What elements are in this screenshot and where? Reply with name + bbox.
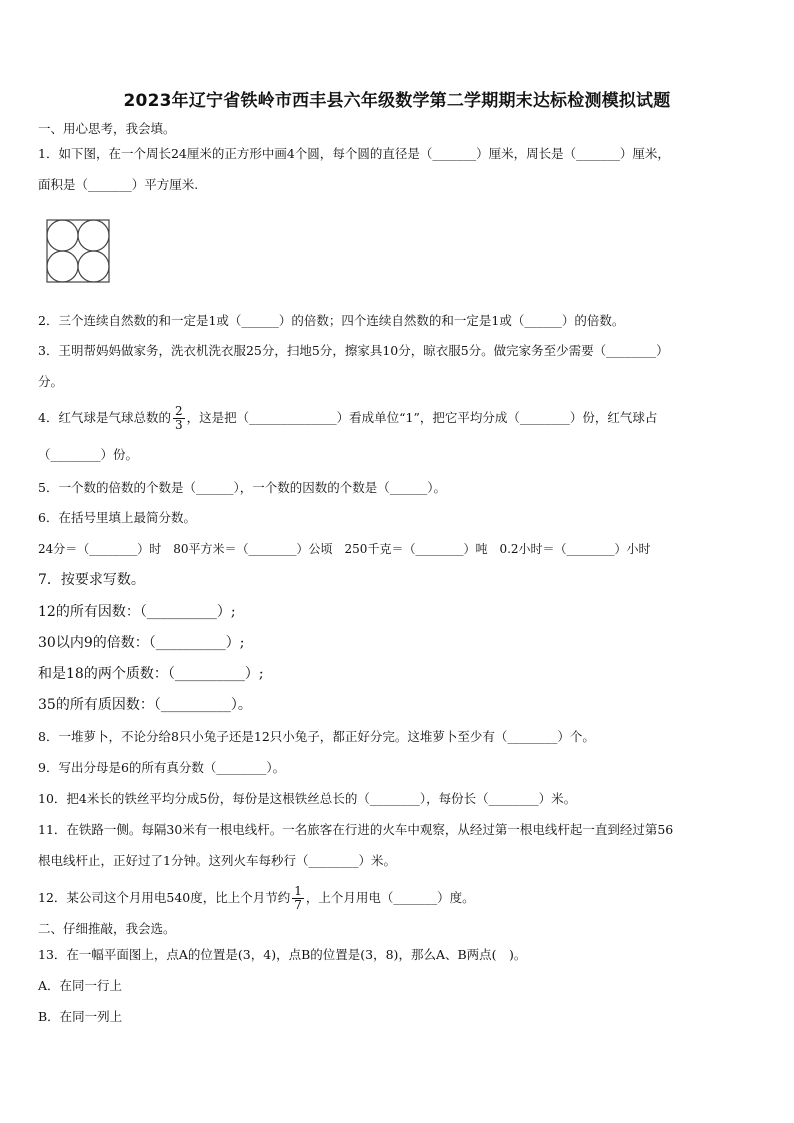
question-7-line-2: 12的所有因数：（__________）; xyxy=(38,604,236,620)
question-10: 10．把4米长的铁丝平均分成5份，每份是这根铁丝总长的（________），每份长（________）米。 xyxy=(38,791,577,806)
question-9: 9．写出分母是6的所有真分数（________）。 xyxy=(38,760,286,775)
question-8: 8．一堆萝卜，不论分给8只小兔子还是12只小兔子，都正好分完。这堆萝卜至少有（________）个。 xyxy=(38,729,595,744)
question-3-line-1: 3．王明帮妈妈做家务，洗衣机洗衣服25分，扫地5分，擦家具10分，晾衣服5分。做完家务至少需要（________） xyxy=(38,343,669,358)
fraction-one-seventh xyxy=(292,885,304,912)
page-title: 2023年辽宁省铁岭市西丰县六年级数学第二学期期末达标检测模拟试题 xyxy=(123,91,671,111)
fraction-denominator: 7 xyxy=(294,898,302,912)
question-11-line-1: 11．在铁路一侧。每隔30米有一根电线杆。一名旅客在行进的火车中观察，从经过第一根电线杆起一直到经过第56 xyxy=(38,822,674,837)
question-13-option-b: B．在同一列上 xyxy=(38,1009,123,1024)
fraction-numerator: 1 xyxy=(294,884,302,898)
question-4-suffix: ，这是把（______________）看成单位“1”，把它平均分成（________）份，红气球占 xyxy=(186,410,658,425)
question-12-suffix: ，上个月用电（_______）度。 xyxy=(305,890,475,905)
question-13-option-a: A．在同一行上 xyxy=(38,978,123,993)
question-11-line-2: 根电线杆止，正好过了1分钟。这列火车每秒行（________）米。 xyxy=(38,853,396,868)
question-4-line-1 xyxy=(38,400,657,436)
question-1-line-1: 1．如下图，在一个周长24厘米的正方形中画4个圆，每个圆的直径是（_______）厘米，周长是（_______）厘米， xyxy=(38,146,670,161)
question-6-line-2: 24分＝（________）时 80平方米＝（________）公顷 250千克＝（________）吨 0.2小时＝（________）小时 xyxy=(38,542,651,556)
question-12-prefix: 12．某公司这个月用电540度，比上个月节约 xyxy=(38,890,291,905)
question-1-line-2: 面积是（_______）平方厘米. xyxy=(38,177,199,192)
question-3-line-2: 分。 xyxy=(38,374,64,389)
fraction-denominator: 3 xyxy=(174,418,183,432)
question-7-line-1: 7．按要求写数。 xyxy=(38,572,145,588)
fraction-numerator: 2 xyxy=(174,404,183,418)
fraction-two-thirds xyxy=(173,405,185,432)
section-heading-choice: 二、仔细推敲，我会选。 xyxy=(38,921,176,936)
question-12 xyxy=(38,880,475,916)
question-5: 5．一个数的倍数的个数是（______），一个数的因数的个数是（______）。 xyxy=(38,480,446,495)
question-13-stem: 13．在一幅平面图上，点A的位置是(3，4)，点B的位置是(3，8)，那么A、B两点( )。 xyxy=(38,947,527,962)
question-6-line-1: 6．在括号里填上最简分数。 xyxy=(38,510,196,525)
question-7-line-3: 30以内9的倍数：（__________）; xyxy=(38,635,245,651)
question-4-line-2: （________）份。 xyxy=(38,447,139,462)
square-four-circles-figure xyxy=(46,219,110,283)
question-2: 2．三个连续自然数的和一定是1或（______）的倍数；四个连续自然数的和一定是1或（______）的倍数。 xyxy=(38,313,625,328)
question-4-prefix: 4．红气球是气球总数的 xyxy=(38,410,171,425)
section-heading-fill: 一、用心思考，我会填。 xyxy=(38,121,176,136)
question-7-line-5: 35的所有质因数：（__________）。 xyxy=(38,697,252,713)
question-7-line-4: 和是18的两个质数：（__________）; xyxy=(38,666,264,682)
